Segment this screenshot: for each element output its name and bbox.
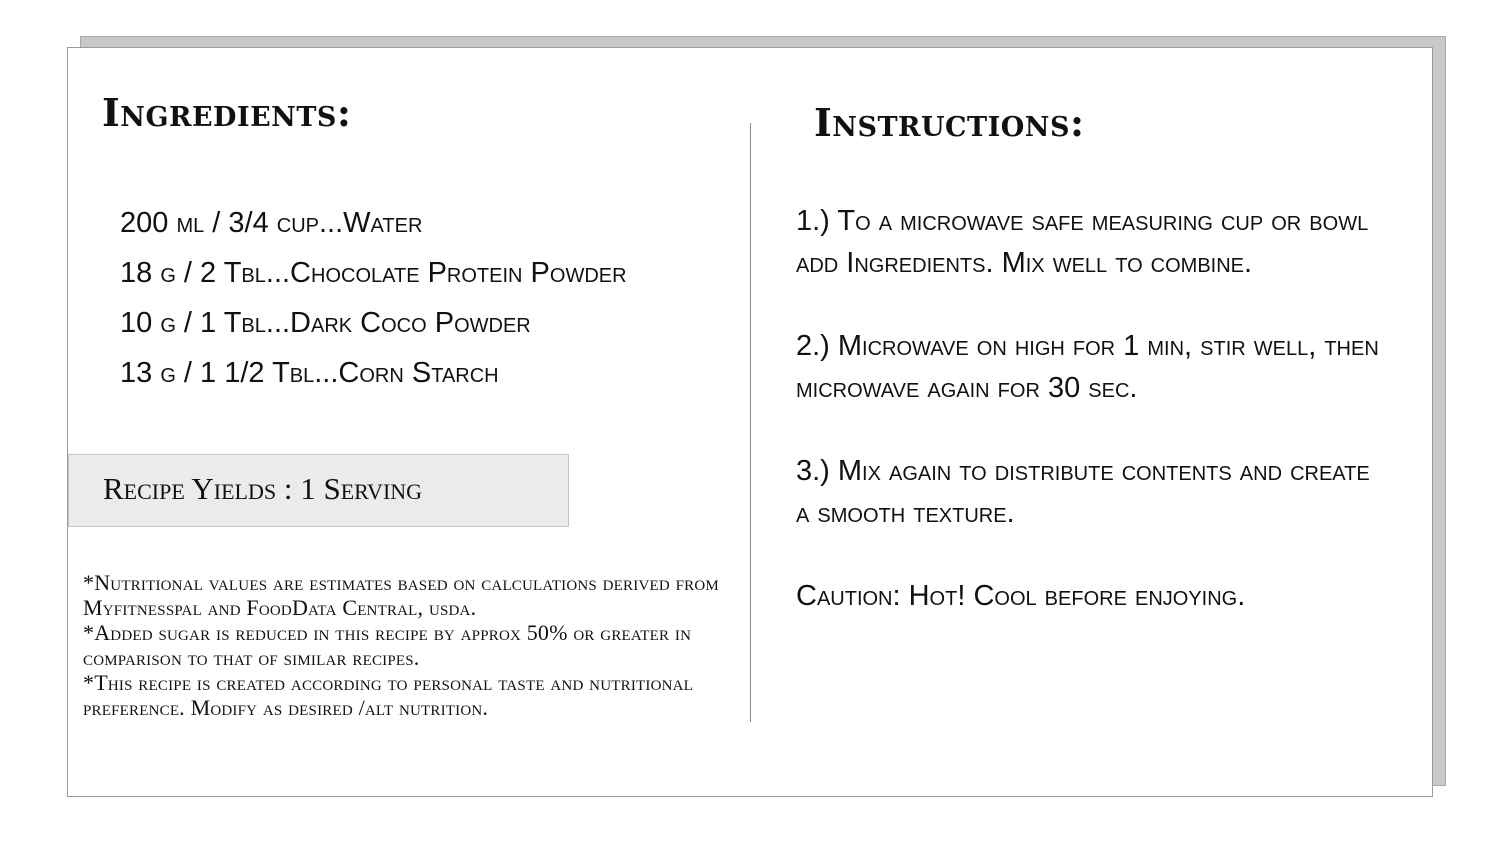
ingredients-heading: Ingredients: — [102, 90, 352, 135]
recipe-card — [67, 47, 1433, 797]
ingredient-list — [120, 198, 627, 398]
ingredient-item: 10 g / 1 Tbl...Dark Coco Powder — [120, 307, 531, 339]
instructions-heading: Instructions: — [814, 100, 1085, 145]
note-item: *This recipe is created according to personal taste and nutritional preference. Modify as desired /alt nutrition. — [83, 670, 694, 720]
ingredient-item: 13 g / 1 1/2 Tbl...Corn Starch — [120, 357, 499, 389]
column-divider — [750, 123, 751, 722]
instruction-list — [796, 200, 1386, 658]
instruction-step: 1.) To a microwave safe measuring cup or bowl add Ingredients. Mix well to combine. — [796, 205, 1369, 279]
instruction-step: 2.) Microwave on high for 1 min, stir well, then microwave again for 30 sec. — [796, 330, 1379, 404]
note-item: *Added sugar is reduced in this recipe by approx 50% or greater in comparison to that of similar recipes. — [83, 620, 692, 670]
instruction-step: 3.) Mix again to distribute contents and create a smooth texture. — [796, 455, 1370, 529]
yield-text: Recipe Yields : 1 Serving — [103, 471, 423, 506]
caution-text: Caution: Hot! Cool before enjoying. — [796, 580, 1246, 612]
yield-box — [68, 454, 569, 527]
nutrition-notes — [83, 570, 723, 720]
ingredient-item: 18 g / 2 Tbl...Chocolate Protein Powder — [120, 257, 627, 289]
ingredient-item: 200 ml / 3/4 cup...Water — [120, 207, 423, 239]
note-item: *Nutritional values are estimates based on calculations derived from Myfitnesspal and FoodData Central, usda. — [83, 570, 719, 620]
